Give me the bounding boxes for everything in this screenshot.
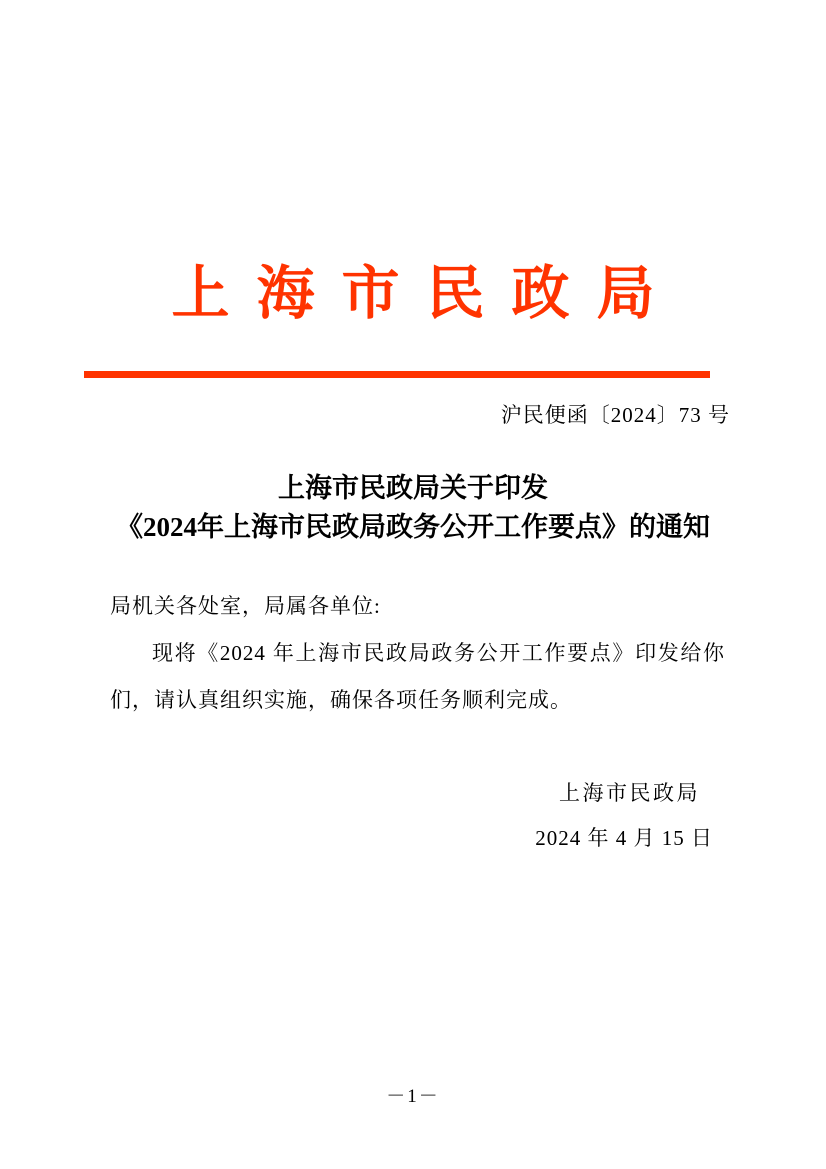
notice-title-line-2: 《2024年上海市民政局政务公开工作要点》的通知 (116, 512, 710, 542)
salutation-line: 局机关各处室，局属各单位: (110, 594, 381, 618)
letterhead-title-text: 上海市民政局 (171, 261, 682, 326)
signature-date: 2024 年 4 月 15 日 (535, 826, 713, 850)
document-reference-number: 沪民便函〔2024〕73 号 (500, 403, 730, 427)
notice-title-line-1: 上海市民政局关于印发 (278, 473, 548, 503)
letterhead-title (0, 258, 826, 331)
notice-title (0, 469, 826, 547)
document-body (110, 583, 725, 724)
letterhead-divider-line (84, 371, 710, 378)
signature-organization: 上海市民政局 (559, 781, 700, 805)
page-number: －1－ (386, 1086, 440, 1107)
body-paragraph: 现将《2024 年上海市民政局政务公开工作要点》印发给你们，请认真组织实施，确保各项任务顺利完成。 (110, 641, 725, 712)
